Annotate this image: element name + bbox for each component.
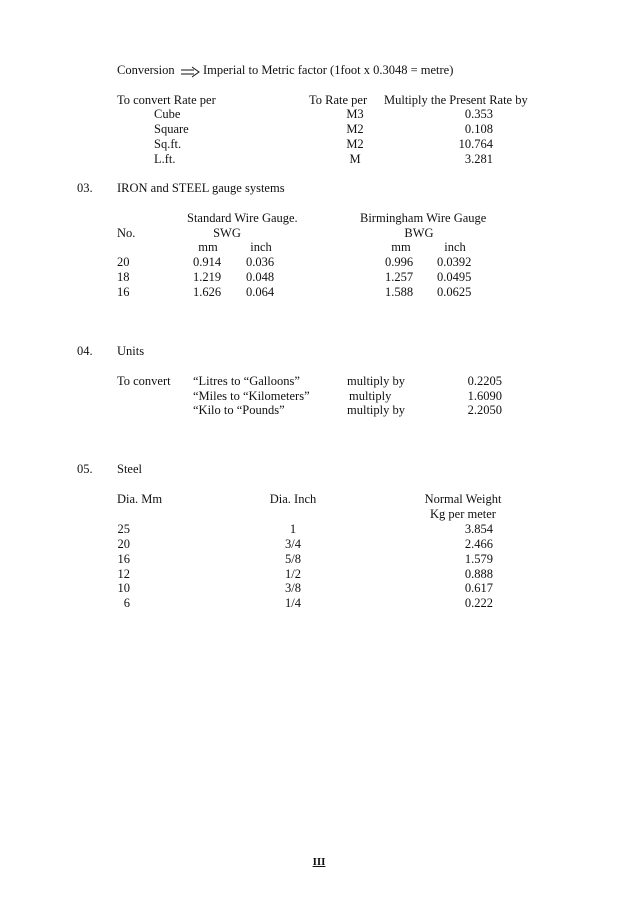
swg-unit-mm: mm: [198, 240, 218, 254]
conversion-header-from: To convert Rate per: [117, 93, 216, 107]
units-row-factor: 0.2205: [467, 374, 502, 388]
units-row-factor: 1.6090: [467, 389, 502, 403]
units-row-pair: “Miles to “Kilometers”: [193, 389, 310, 403]
units-row-op: multiply: [349, 389, 392, 403]
gauge-row-bwg-inch: 0.0495: [437, 270, 472, 284]
bwg-title: Birmingham Wire Gauge: [360, 211, 487, 225]
steel-row-mm: 6: [123, 596, 130, 610]
swg-abbr: SWG: [213, 226, 241, 240]
steel-row-mm: 10: [117, 581, 130, 595]
gauge-row-swg-inch: 0.048: [246, 270, 275, 284]
section-title: Units: [117, 344, 145, 358]
conversion-row-unit: Square: [154, 122, 189, 136]
section-number: 03.: [77, 181, 93, 195]
steel-header-dia-mm: Dia. Mm: [117, 492, 163, 506]
units-row-factor: 2.2050: [467, 403, 502, 417]
units-row-op: multiply by: [347, 374, 405, 388]
units-row-op: multiply by: [347, 403, 405, 417]
gauge-row-no: 16: [117, 285, 130, 299]
section-number: 04.: [77, 344, 93, 358]
units-row-pair: “Litres to “Galloons”: [193, 374, 300, 388]
bwg-unit-mm: mm: [391, 240, 411, 254]
conversion-row-metric: M2: [346, 137, 364, 151]
conversion-label: Conversion: [117, 63, 175, 77]
gauge-no-label: No.: [117, 226, 136, 240]
steel-row-weight: 0.617: [464, 581, 493, 595]
steel-row-weight: 1.579: [464, 552, 493, 566]
steel-row-mm: 12: [117, 567, 130, 581]
gauge-row-bwg-inch: 0.0392: [437, 255, 472, 269]
gauge-row-bwg-mm: 1.257: [385, 270, 414, 284]
section-title: Steel: [117, 462, 142, 476]
gauge-row-swg-mm: 1.626: [193, 285, 222, 299]
double-arrow-right-icon: [180, 66, 200, 78]
conversion-row-unit: Sq.ft.: [154, 137, 182, 151]
swg-unit-inch: inch: [250, 240, 272, 254]
steel-header-weight: Normal Weight: [424, 492, 502, 506]
conversion-row-factor: 0.108: [464, 122, 493, 136]
steel-row-weight: 0.888: [464, 567, 493, 581]
page-number: III: [312, 856, 326, 868]
steel-header-dia-inch: Dia. Inch: [269, 492, 317, 506]
section-number: 05.: [77, 462, 93, 476]
conversion-header-multiply: Multiply the Present Rate by: [384, 93, 528, 107]
steel-row-weight: 3.854: [464, 522, 493, 536]
steel-row-inch: 3/4: [285, 537, 301, 551]
units-row-pair: “Kilo to “Pounds”: [193, 403, 285, 417]
bwg-unit-inch: inch: [444, 240, 466, 254]
steel-row-weight: 0.222: [464, 596, 493, 610]
section-title: IRON and STEEL gauge systems: [117, 181, 285, 195]
conversion-row-metric: M2: [346, 122, 364, 136]
steel-row-weight: 2.466: [464, 537, 493, 551]
conversion-row-factor: 3.281: [464, 152, 493, 166]
gauge-row-swg-mm: 0.914: [193, 255, 222, 269]
bwg-abbr: BWG: [404, 226, 434, 240]
steel-row-inch: 5/8: [285, 552, 301, 566]
steel-row-mm: 16: [117, 552, 130, 566]
conversion-text: Imperial to Metric factor (1foot x 0.3048 = metre): [203, 63, 454, 77]
steel-subheader-weight: Kg per meter: [430, 507, 496, 521]
steel-row-inch: 1/4: [285, 596, 301, 610]
gauge-row-bwg-inch: 0.0625: [437, 285, 472, 299]
gauge-row-bwg-mm: 0.996: [385, 255, 414, 269]
conversion-row-metric: M: [349, 152, 361, 166]
steel-row-inch: 1: [289, 522, 297, 536]
swg-title: Standard Wire Gauge.: [187, 211, 298, 225]
gauge-row-swg-mm: 1.219: [193, 270, 222, 284]
steel-row-inch: 3/8: [285, 581, 301, 595]
steel-row-mm: 20: [117, 537, 130, 551]
units-lead: To convert: [117, 374, 171, 388]
steel-row-mm: 25: [117, 522, 130, 536]
gauge-row-swg-inch: 0.036: [246, 255, 275, 269]
conversion-row-unit: Cube: [154, 107, 181, 121]
gauge-row-no: 18: [117, 270, 130, 284]
steel-row-inch: 1/2: [285, 567, 301, 581]
gauge-row-swg-inch: 0.064: [246, 285, 275, 299]
gauge-row-no: 20: [117, 255, 130, 269]
conversion-row-factor: 0.353: [464, 107, 493, 121]
conversion-row-factor: 10.764: [458, 137, 493, 151]
conversion-row-unit: L.ft.: [154, 152, 176, 166]
conversion-row-metric: M3: [346, 107, 364, 121]
conversion-header-to: To Rate per: [309, 93, 368, 107]
gauge-row-bwg-mm: 1.588: [385, 285, 414, 299]
